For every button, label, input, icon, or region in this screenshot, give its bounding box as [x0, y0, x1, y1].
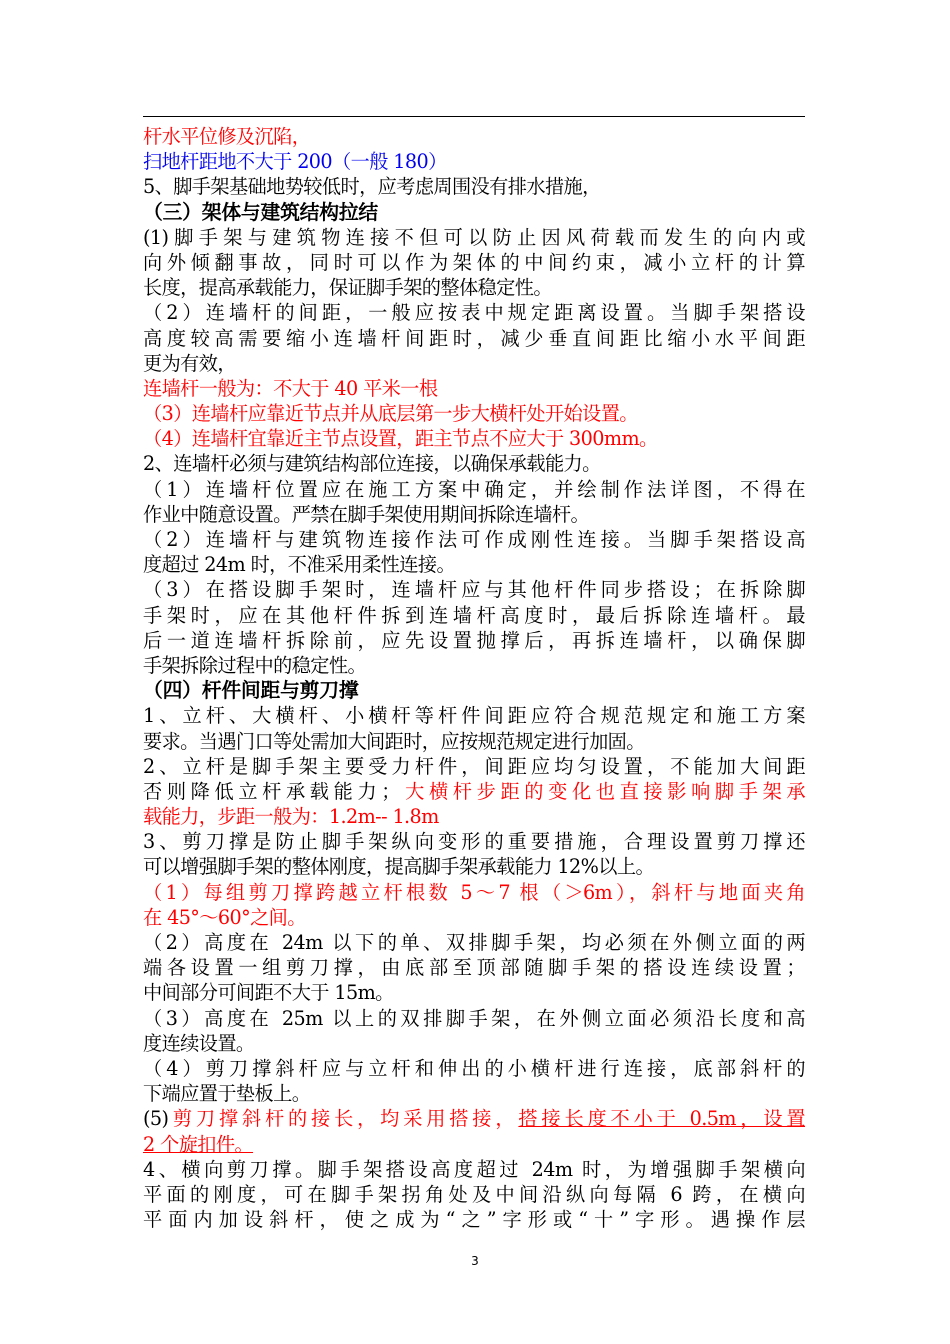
text-segment: 手架拆除过程中的稳定性。 [143, 653, 367, 677]
text-segment: （4）剪刀撑斜杆应与立杆和伸出的小横杆进行连接，底部斜杆的 [143, 1056, 805, 1080]
text-segment: 载能力，步距一般为：1.2m-- 1.8m [143, 805, 439, 829]
text-segment: 向外倾翻事故，同时可以作为架体的中间约束，减小立杆的计算 [143, 250, 805, 274]
text-line [143, 1207, 805, 1232]
text-segment: 5、脚手架基础地势较低时，应考虑周围没有排水措施， [143, 175, 601, 199]
text-line [143, 502, 805, 527]
text-line [143, 930, 805, 955]
text-segment: （三）架体与建筑结构拉结 [143, 200, 378, 224]
text-line [143, 225, 805, 250]
text-segment: 手架时，应在其他杆件拆到连墙杆高度时，最后拆除连墙杆。最 [143, 603, 805, 627]
text-line [143, 300, 805, 325]
text-segment: （2）连墙杆的间距，一般应按表中规定距离设置。当脚手架搭设 [143, 301, 805, 325]
text-line [143, 628, 805, 653]
text-segment: 否则降低立杆承载能力； [143, 779, 400, 803]
text-segment: （2）高度在 24m 以下的单、双排脚手架，均必须在外侧立面的两 [143, 931, 805, 954]
body-text [143, 124, 805, 1232]
text-segment: 2、连墙杆必须与建筑结构部位连接，以确保承载能力。 [143, 452, 601, 476]
text-segment: （3）在搭设脚手架时，连墙杆应与其他杆件同步搭设；在拆除脚 [143, 578, 805, 602]
text-line [143, 552, 805, 577]
text-segment: 4、横向剪刀撑。脚手架搭设高度超过 24m 时，为增强脚手架横向 [143, 1157, 805, 1181]
text-segment: 度超过 24m 时，不准采用柔性连接。 [143, 553, 456, 577]
text-segment: 长度，提高承载能力，保证脚手架的整体稳定性。 [143, 276, 552, 300]
text-segment: (5) [143, 1107, 169, 1131]
text-line [143, 829, 805, 854]
text-segment: （4）连墙杆宜靠近主节点设置，距主节点不应大于 300mm。 [143, 427, 658, 451]
text-line [143, 754, 805, 779]
text-segment: 高度较高需要缩小连墙杆间距时，减少垂直间距比缩小水平间距 [143, 326, 805, 350]
page-number: 3 [471, 1254, 479, 1268]
text-segment: 2 个旋扣件。 [143, 1132, 254, 1156]
text-segment: 作业中随意设置。严禁在脚手架使用期间拆除连墙杆。 [143, 502, 590, 526]
text-line [143, 980, 805, 1005]
text-line [143, 905, 805, 930]
text-line [143, 250, 805, 275]
text-line [143, 703, 805, 728]
text-segment: 连墙杆一般为：不大于 40 平米一根 [143, 376, 438, 400]
text-segment: （3）高度在 25m 以上的双排脚手架，在外侧立面必须沿长度和高 [143, 1006, 805, 1030]
text-segment: （3）连墙杆应靠近节点并从底层第一步大横杆处开始设置。 [143, 402, 638, 426]
text-segment: 在 45°～60°之间。 [143, 905, 306, 929]
text-line [143, 376, 805, 401]
text-line [143, 729, 805, 754]
text-segment: 端各设置一组剪刀撑，由底部至顶部随脚手架的搭设连续设置； [143, 956, 805, 980]
text-segment: 下端应置于垫板上。 [143, 1082, 311, 1106]
section-heading [143, 678, 805, 703]
text-segment: 度连续设置。 [143, 1031, 255, 1055]
text-segment: 剪刀撑斜杆的接长，均采用搭接， [168, 1107, 519, 1131]
text-line [143, 653, 805, 678]
text-line [143, 1006, 805, 1031]
text-segment: 3、剪刀撑是防止脚手架纵向变形的重要措施，合理设置剪刀撑还 [143, 830, 805, 854]
text-segment: 中间部分可间距不大于 15m。 [143, 981, 394, 1005]
text-segment: （1）每组剪刀撑跨越立杆根数 5～7 根（＞6m），斜杆与地面夹角 [143, 880, 805, 904]
text-line [143, 854, 805, 879]
text-line [143, 426, 805, 451]
text-segment: 搭接长度不小于 0.5m，设置 [518, 1107, 806, 1131]
text-segment: (1)脚手架与建筑物连接不但可以防止因风荷载而发生的向内或 [143, 225, 805, 249]
text-segment: 杆水平位修及沉陷， [143, 125, 311, 148]
text-line [143, 1106, 805, 1131]
text-line [143, 124, 805, 149]
text-line [143, 1157, 805, 1182]
text-segment: 后一道连墙杆拆除前，应先设置抛撑后，再拆连墙杆，以确保脚 [143, 628, 805, 652]
text-segment: 大横杆步距的变化也直接影响脚手架承 [399, 779, 805, 803]
text-line [143, 1031, 805, 1056]
header-rule [143, 116, 805, 117]
text-line [143, 326, 805, 351]
text-line [143, 477, 805, 502]
text-segment: 可以增强脚手架的整体刚度，提高脚手架承载能力 12%以上。 [143, 855, 655, 879]
text-line [143, 1081, 805, 1106]
text-segment: （四）杆件间距与剪刀撑 [143, 679, 359, 703]
text-segment: 扫地杆距地不大于 200（一般 180） [143, 150, 447, 174]
text-segment: （1）连墙杆位置应在施工方案中确定，并绘制作法详图，不得在 [143, 477, 805, 501]
text-segment: 要求。当遇门口等处需加大间距时，应按规范规定进行加固。 [143, 729, 645, 753]
text-segment: （2）连墙杆与建筑物连接作法可作成刚性连接。当脚手架搭设高 [143, 528, 805, 551]
text-line [143, 880, 805, 905]
text-line [143, 174, 805, 199]
text-line [143, 1056, 805, 1081]
text-segment: 1、立杆、大横杆、小横杆等杆件间距应符合规范规定和施工方案 [143, 704, 805, 728]
text-line [143, 955, 805, 980]
text-line [143, 451, 805, 476]
text-line [143, 351, 805, 376]
text-line [143, 577, 805, 602]
text-line [143, 804, 805, 829]
text-segment: 平面内加设斜杆，使之成为“之”字形或“十”字形。遇操作层 [143, 1208, 805, 1232]
text-segment: 更为有效， [143, 351, 236, 375]
text-line [143, 401, 805, 426]
text-line [143, 149, 805, 174]
section-heading [143, 200, 805, 225]
text-segment: 2、立杆是脚手架主要受力杆件，间距应均匀设置，不能加大间距 [143, 754, 805, 778]
text-line [143, 275, 805, 300]
text-line [143, 1132, 805, 1157]
text-line [143, 527, 805, 552]
text-segment: 平面的刚度，可在脚手架拐角处及中间沿纵向每隔 6 跨，在横向 [143, 1182, 805, 1206]
text-line [143, 1182, 805, 1207]
text-line [143, 603, 805, 628]
text-line [143, 779, 805, 804]
